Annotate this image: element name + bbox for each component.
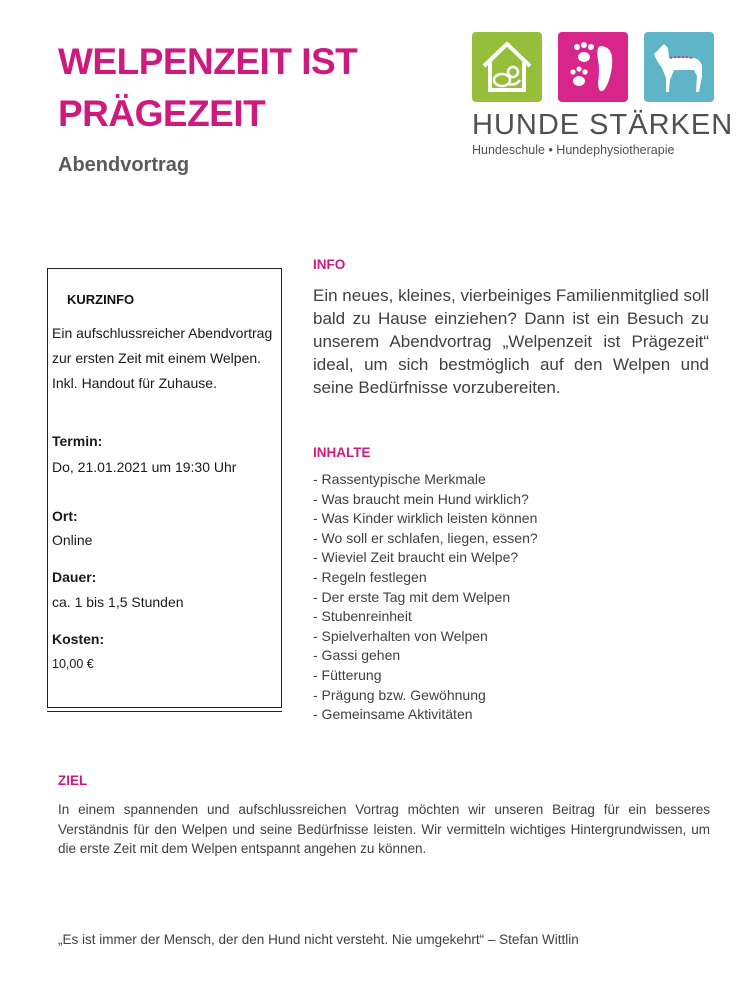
paw-prints-icon	[558, 32, 628, 102]
termin-value: Do, 21.01.2021 um 19:30 Uhr	[52, 459, 237, 475]
list-item: - Regeln festlegen	[313, 568, 427, 585]
title-line-2: PRÄGEZEIT	[58, 93, 266, 134]
list-item: - Der erste Tag mit dem Welpen	[313, 588, 511, 605]
dog-house-icon	[472, 32, 542, 102]
dauer-value: ca. 1 bis 1,5 Stunden	[52, 594, 184, 610]
info-text: Ein neues, kleines, vierbeiniges Familienmitglied soll bald zu Hause einziehen? Dann ist ein Besuch zu unserem Abendvortrag „Welpenzeit ist Prägezeit“ ideal, um sich bestmöglich auf den Welpen und seine Bedürfnisse vorzubereiten.	[313, 286, 709, 397]
termin-label: Termin:	[52, 433, 103, 449]
kosten-label: Kosten:	[52, 631, 105, 647]
ziel-heading: ZIEL	[58, 773, 88, 788]
kurzinfo-description: Ein aufschlussreicher Abendvortrag zur ersten Zeit mit einem Welpen. Inkl. Handout für Zuhause.	[52, 325, 273, 391]
list-item: - Prägung bzw. Gewöhnung	[313, 686, 486, 703]
quote: „Es ist immer der Mensch, der den Hund nicht versteht. Nie umgekehrt“ – Stefan Wittlin	[58, 932, 579, 947]
ort-value: Online	[52, 532, 93, 548]
title-line-1: WELPENZEIT IST	[58, 41, 358, 82]
logo	[472, 32, 734, 160]
list-item: - Rassentypische Merkmale	[313, 471, 486, 487]
list-item: - Wieviel Zeit braucht ein Welpe?	[313, 549, 519, 566]
ziel-text: In einem spannenden und aufschlussreichen Vortrag möchten wir unseren Beitrag für ein besseres Verständnis für den Welpen und seine Bedürfnisse leisten. Wir vermitteln wichtiges Hintergrundwissen, um die erste Zeit mit dem Welpen entspannt angehen zu können.	[58, 802, 710, 856]
dauer-label: Dauer:	[52, 569, 97, 585]
list-item: - Stubenreinheit	[313, 608, 412, 625]
ort-label: Ort:	[52, 508, 78, 524]
list-item: - Fütterung	[313, 666, 382, 683]
list-item: - Was Kinder wirklich leisten können	[313, 510, 538, 527]
logo-tagline: Hundeschule • Hundephysiotherapie	[472, 143, 675, 157]
info-heading: INFO	[313, 257, 346, 272]
logo-name: HUNDE STÄRKEN	[472, 109, 734, 141]
subtitle: Abendvortrag	[58, 154, 190, 176]
page-title	[58, 36, 438, 140]
list-item: - Gemeinsame Aktivitäten	[313, 706, 473, 723]
dog-silhouette-icon	[644, 32, 714, 102]
kosten-value: 10,00 €	[52, 657, 94, 671]
kurzinfo-heading: KURZINFO	[67, 292, 135, 307]
kurzinfo-box	[47, 268, 282, 708]
inhalte-list	[313, 470, 538, 725]
list-item: - Gassi gehen	[313, 647, 401, 664]
list-item: - Wo soll er schlafen, liegen, essen?	[313, 529, 538, 546]
list-item: - Spielverhalten von Welpen	[313, 627, 488, 644]
list-item: - Was braucht mein Hund wirklich?	[313, 490, 529, 507]
inhalte-heading: INHALTE	[313, 445, 371, 460]
